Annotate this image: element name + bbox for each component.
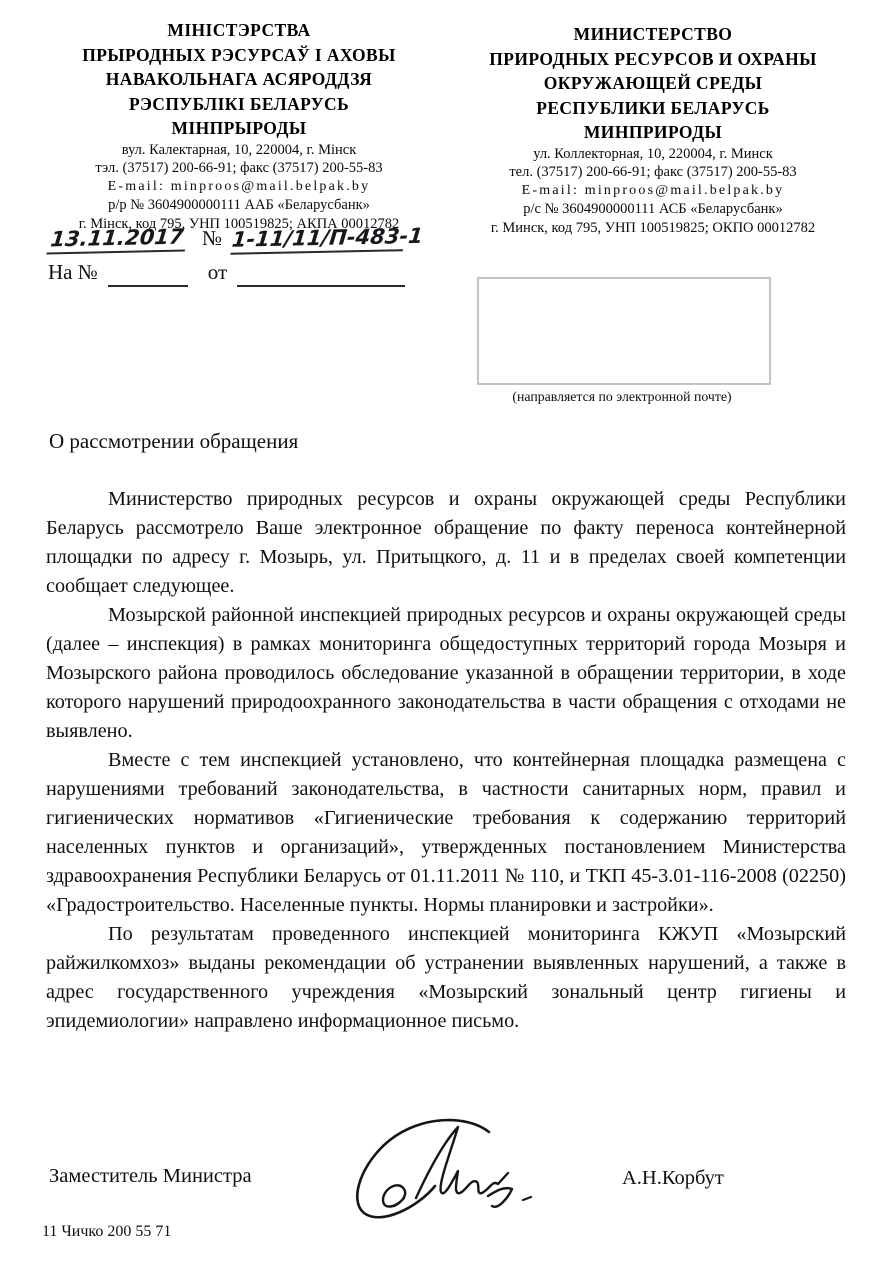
org-address-line: вул. Калектарная, 10, 220004, г. Мінск <box>121 141 357 158</box>
org-name-line: МІНІСТЭРСТВА <box>167 20 311 40</box>
org-phone-line: тэл. (37517) 200-66-91; факс (37517) 200-55-83 <box>95 160 383 177</box>
org-address-line: ул. Коллекторная, 10, 220004, г. Минск <box>533 145 773 162</box>
org-name-line: МІНПРЫРОДЫ <box>171 118 307 138</box>
reply-date-blank <box>237 261 405 287</box>
org-name-line: МИНИСТЕРСТВО <box>573 24 733 44</box>
org-name-line: ПРИРОДНЫХ РЕСУРСОВ И ОХРАНЫ <box>489 48 817 69</box>
org-codes-line: г. Мінск, код 795, УНП 100519825; АКПА 00012782 <box>78 215 400 232</box>
executor-note: 11 Чичко 200 55 71 <box>42 1223 172 1240</box>
org-name-line: РЕСПУБЛИКИ БЕЛАРУСЬ <box>536 97 770 118</box>
org-name-line: НАВАКОЛЬНАГА АСЯРОДДЗЯ <box>105 69 373 89</box>
outgoing-date-handwritten: 13.11.2017 <box>46 225 187 255</box>
signer-position: Заместитель Министра <box>49 1165 252 1187</box>
org-name-line: ПРЫРОДНЫХ РЭСУРСАЎ І АХОВЫ <box>82 44 396 65</box>
reference-row-incoming <box>48 260 420 287</box>
body-paragraph: Вместе с тем инспекцией установлено, что контейнерная площадка размещена с нарушениями требований законодательства, в частности санитарных норм, правил и гигиенических нормативов «Гигиенические требования к содержанию территорий населенных пунктов и организаций», утвержденных постановлением Министерства здравоохранения Республики Беларусь от 01.11.2011 № 110, и ТКП 45-3.01-116-2008 (02250) «Градостроительство. Населенные пункты. Нормы планировки и застройки». <box>46 749 846 916</box>
signer-name: А.Н.Корбут <box>622 1167 724 1189</box>
org-name-line: ОКРУЖАЮЩЕЙ СРЕДЫ <box>543 73 763 93</box>
body-paragraph: Министерство природных ресурсов и охраны окружающей среды Республики Беларусь рассмотрело Ваше электронное обращение по факту переноса контейнерной площадки по адресу г. Мозырь, ул. Притыцкого, д. 11 и в пределах своей компетенции сообщает следующее. <box>46 488 846 597</box>
letterhead-belarusian <box>38 18 440 233</box>
body-paragraph: По результатам проведенного инспекцией мониторинга КЖУП «Мозырский райжилкомхоз» выданы рекомендации об устранении выявленных нарушений, а также в адрес государственного учреждения «Мозырский зональный центр гигиены и эпидемиологии» направлено информационное письмо. <box>46 923 846 1032</box>
reply-from-label: от <box>207 260 228 284</box>
org-phone-line: тел. (37517) 200-66-91; факс (37517) 200-55-83 <box>509 164 797 181</box>
org-name-line: МИНПРИРОДЫ <box>583 122 723 142</box>
outgoing-number-handwritten: 1-11/11/П-483-1 <box>230 224 405 255</box>
org-codes-line: г. Минск, код 795, УНП 100519825; ОКПО 00012782 <box>490 219 816 236</box>
org-bank-line: р/с № 3604900000111 АСБ «Беларусбанк» <box>523 201 783 218</box>
letterhead-russian <box>452 22 854 237</box>
org-email-line: E-mail: minproos@mail.belpak.by <box>521 182 785 198</box>
org-bank-line: р/р № 3604900000111 ААБ «Беларусбанк» <box>108 197 370 214</box>
org-name-line: РЭСПУБЛІКІ БЕЛАРУСЬ <box>128 93 350 114</box>
reply-number-blank <box>108 261 188 287</box>
number-sign-label: № <box>202 226 223 250</box>
letter-subject: О рассмотрении обращения <box>49 429 299 453</box>
recipient-address-box <box>477 277 771 385</box>
org-email-line: E-mail: minproos@mail.belpak.by <box>107 178 371 194</box>
delivery-method-note: (направляется по электронной почте) <box>512 389 732 404</box>
letter-body <box>46 485 846 1036</box>
body-paragraph: Мозырской районной инспекцией природных ресурсов и охраны окружающей среды (далее – инспекция) в рамках мониторинга общедоступных территорий города Мозыря и Мозырского района проводилось обследование указанной в обращении территории, в ходе которого нарушений природоохранного законодательства в части обращения с отходами не выявлено. <box>46 604 846 742</box>
handwritten-signature-icon <box>338 1110 543 1228</box>
reply-to-number-label: На № <box>48 260 98 284</box>
